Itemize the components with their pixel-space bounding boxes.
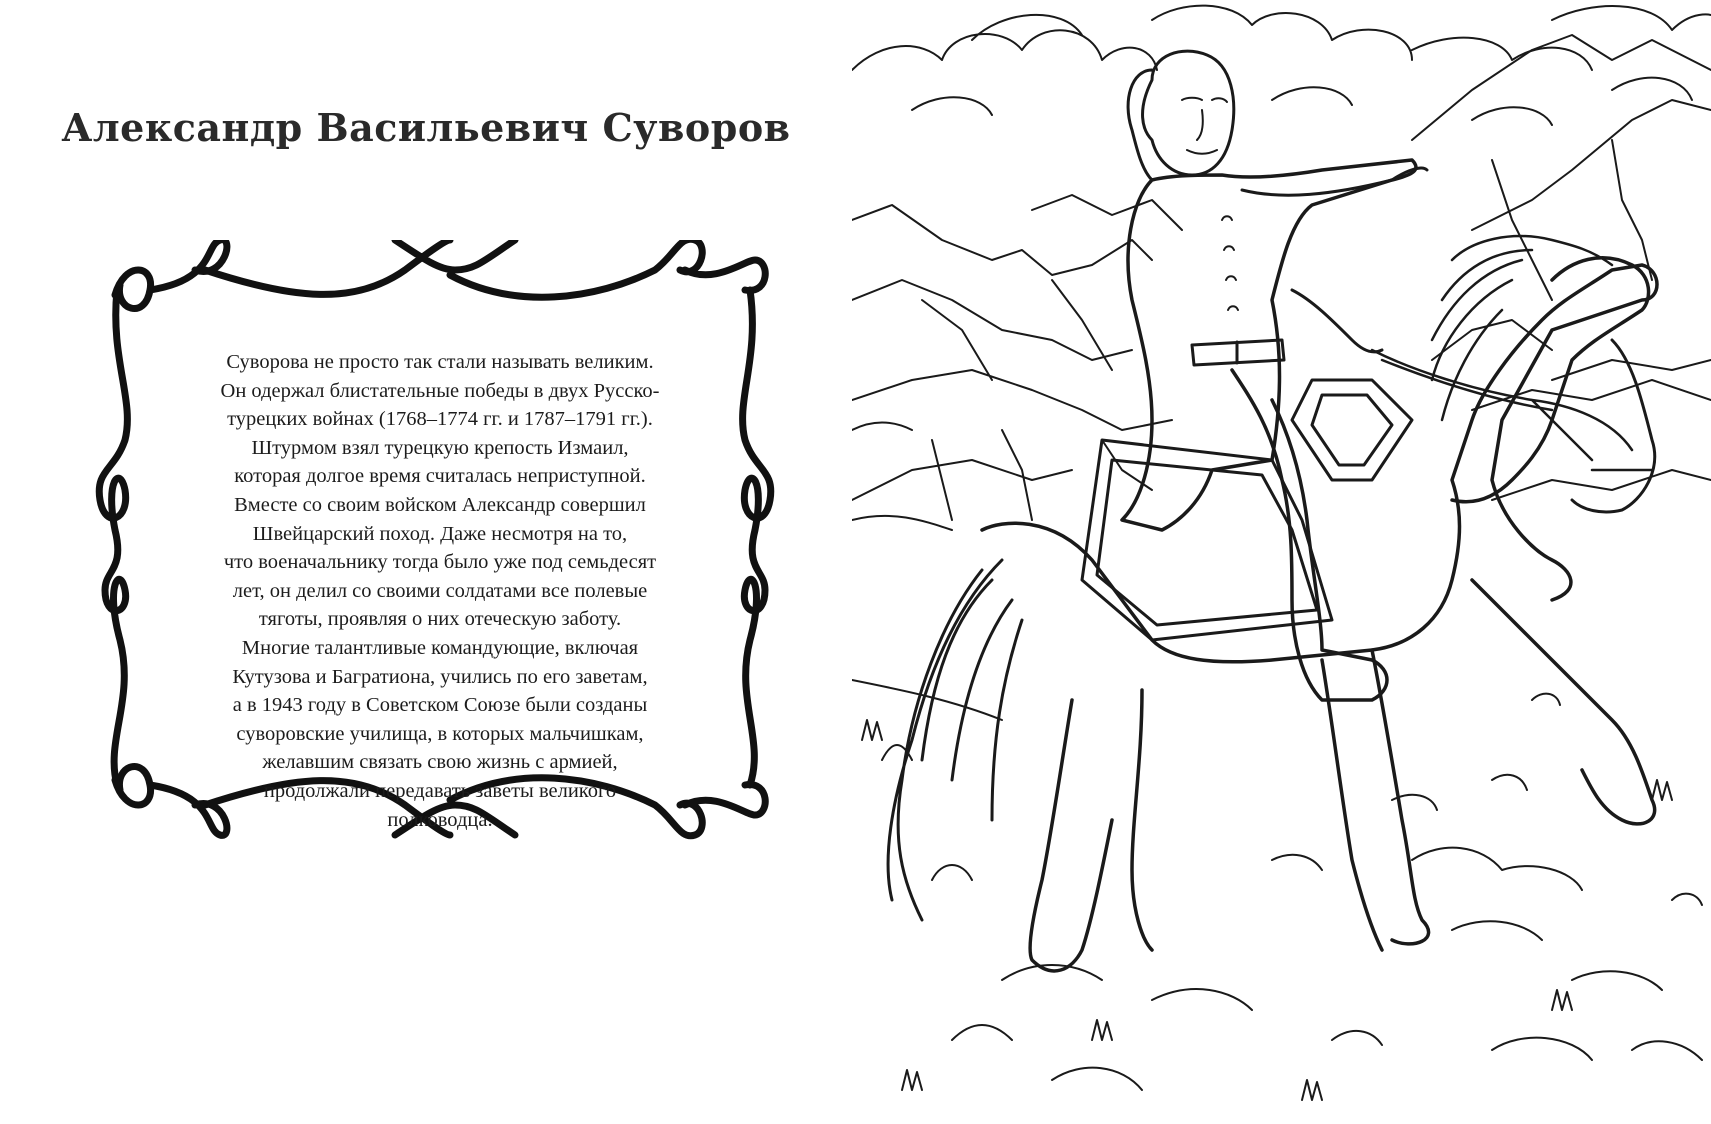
text-line: Вместе со своим войском Александр совершил — [234, 493, 646, 516]
text-line: которая долгое время считалась неприступной. — [234, 465, 646, 488]
frame-right-scroll — [743, 290, 771, 785]
text-line: что военачальнику тогда было уже под семьдесят — [223, 551, 657, 574]
rider-belt — [1192, 340, 1284, 365]
text-line: суворовские училища, в которых мальчишкам, — [236, 722, 644, 745]
text-line: желавшим связать свою жизнь с армией, — [262, 751, 618, 774]
right-page — [852, 0, 1711, 1124]
coloring-illustration — [852, 0, 1711, 1124]
text-line: Швейцарский поход. Даже несмотря на то, — [252, 522, 628, 545]
mountains-back — [852, 35, 1711, 275]
rider-face — [1182, 98, 1227, 154]
text-line: Кутузова и Багратиона, учились по его заветам, — [232, 665, 648, 688]
rider-arm — [1242, 168, 1427, 352]
saddle-cloth-badge — [1292, 380, 1412, 480]
text-line: полководца. — [387, 808, 493, 831]
page-title: Александр Васильевич Суворов — [61, 105, 791, 150]
rider-head — [1128, 51, 1234, 180]
text-line: продолжали передавать заветы великого — [263, 779, 617, 802]
frame-top-scroll — [115, 240, 765, 309]
biography-text — [165, 348, 715, 834]
saddle-cloth — [1082, 440, 1332, 640]
text-line: тяготы, проявляя о них отеческую заботу. — [258, 608, 622, 631]
text-line: а в 1943 году в Советском Союзе были созданы — [232, 694, 648, 717]
text-line: Штурмом взял турецкую крепость Измаил, — [251, 436, 629, 459]
text-line: Суворова не просто так стали называть великим. — [226, 351, 654, 373]
text-line: турецких войнах (1768–1774 гг. и 1787–1791 гг.). — [227, 408, 653, 431]
grass — [862, 720, 1672, 1100]
horse-legs-back — [1030, 690, 1152, 971]
ground — [852, 680, 1702, 1090]
text-line: Многие талантливые командующие, включая — [241, 636, 639, 659]
mountains-mid — [852, 140, 1711, 430]
text-line: Он одержал блистательные победы в двух Русско- — [220, 379, 660, 402]
horse-legs-front — [1322, 580, 1655, 950]
text-line: лет, он делил со своими солдатами все полевые — [232, 579, 648, 602]
rider-buttons — [1222, 216, 1238, 310]
left-page — [0, 0, 852, 1124]
reins — [1372, 350, 1652, 470]
frame-left-scroll — [99, 290, 127, 785]
clouds — [852, 6, 1711, 125]
